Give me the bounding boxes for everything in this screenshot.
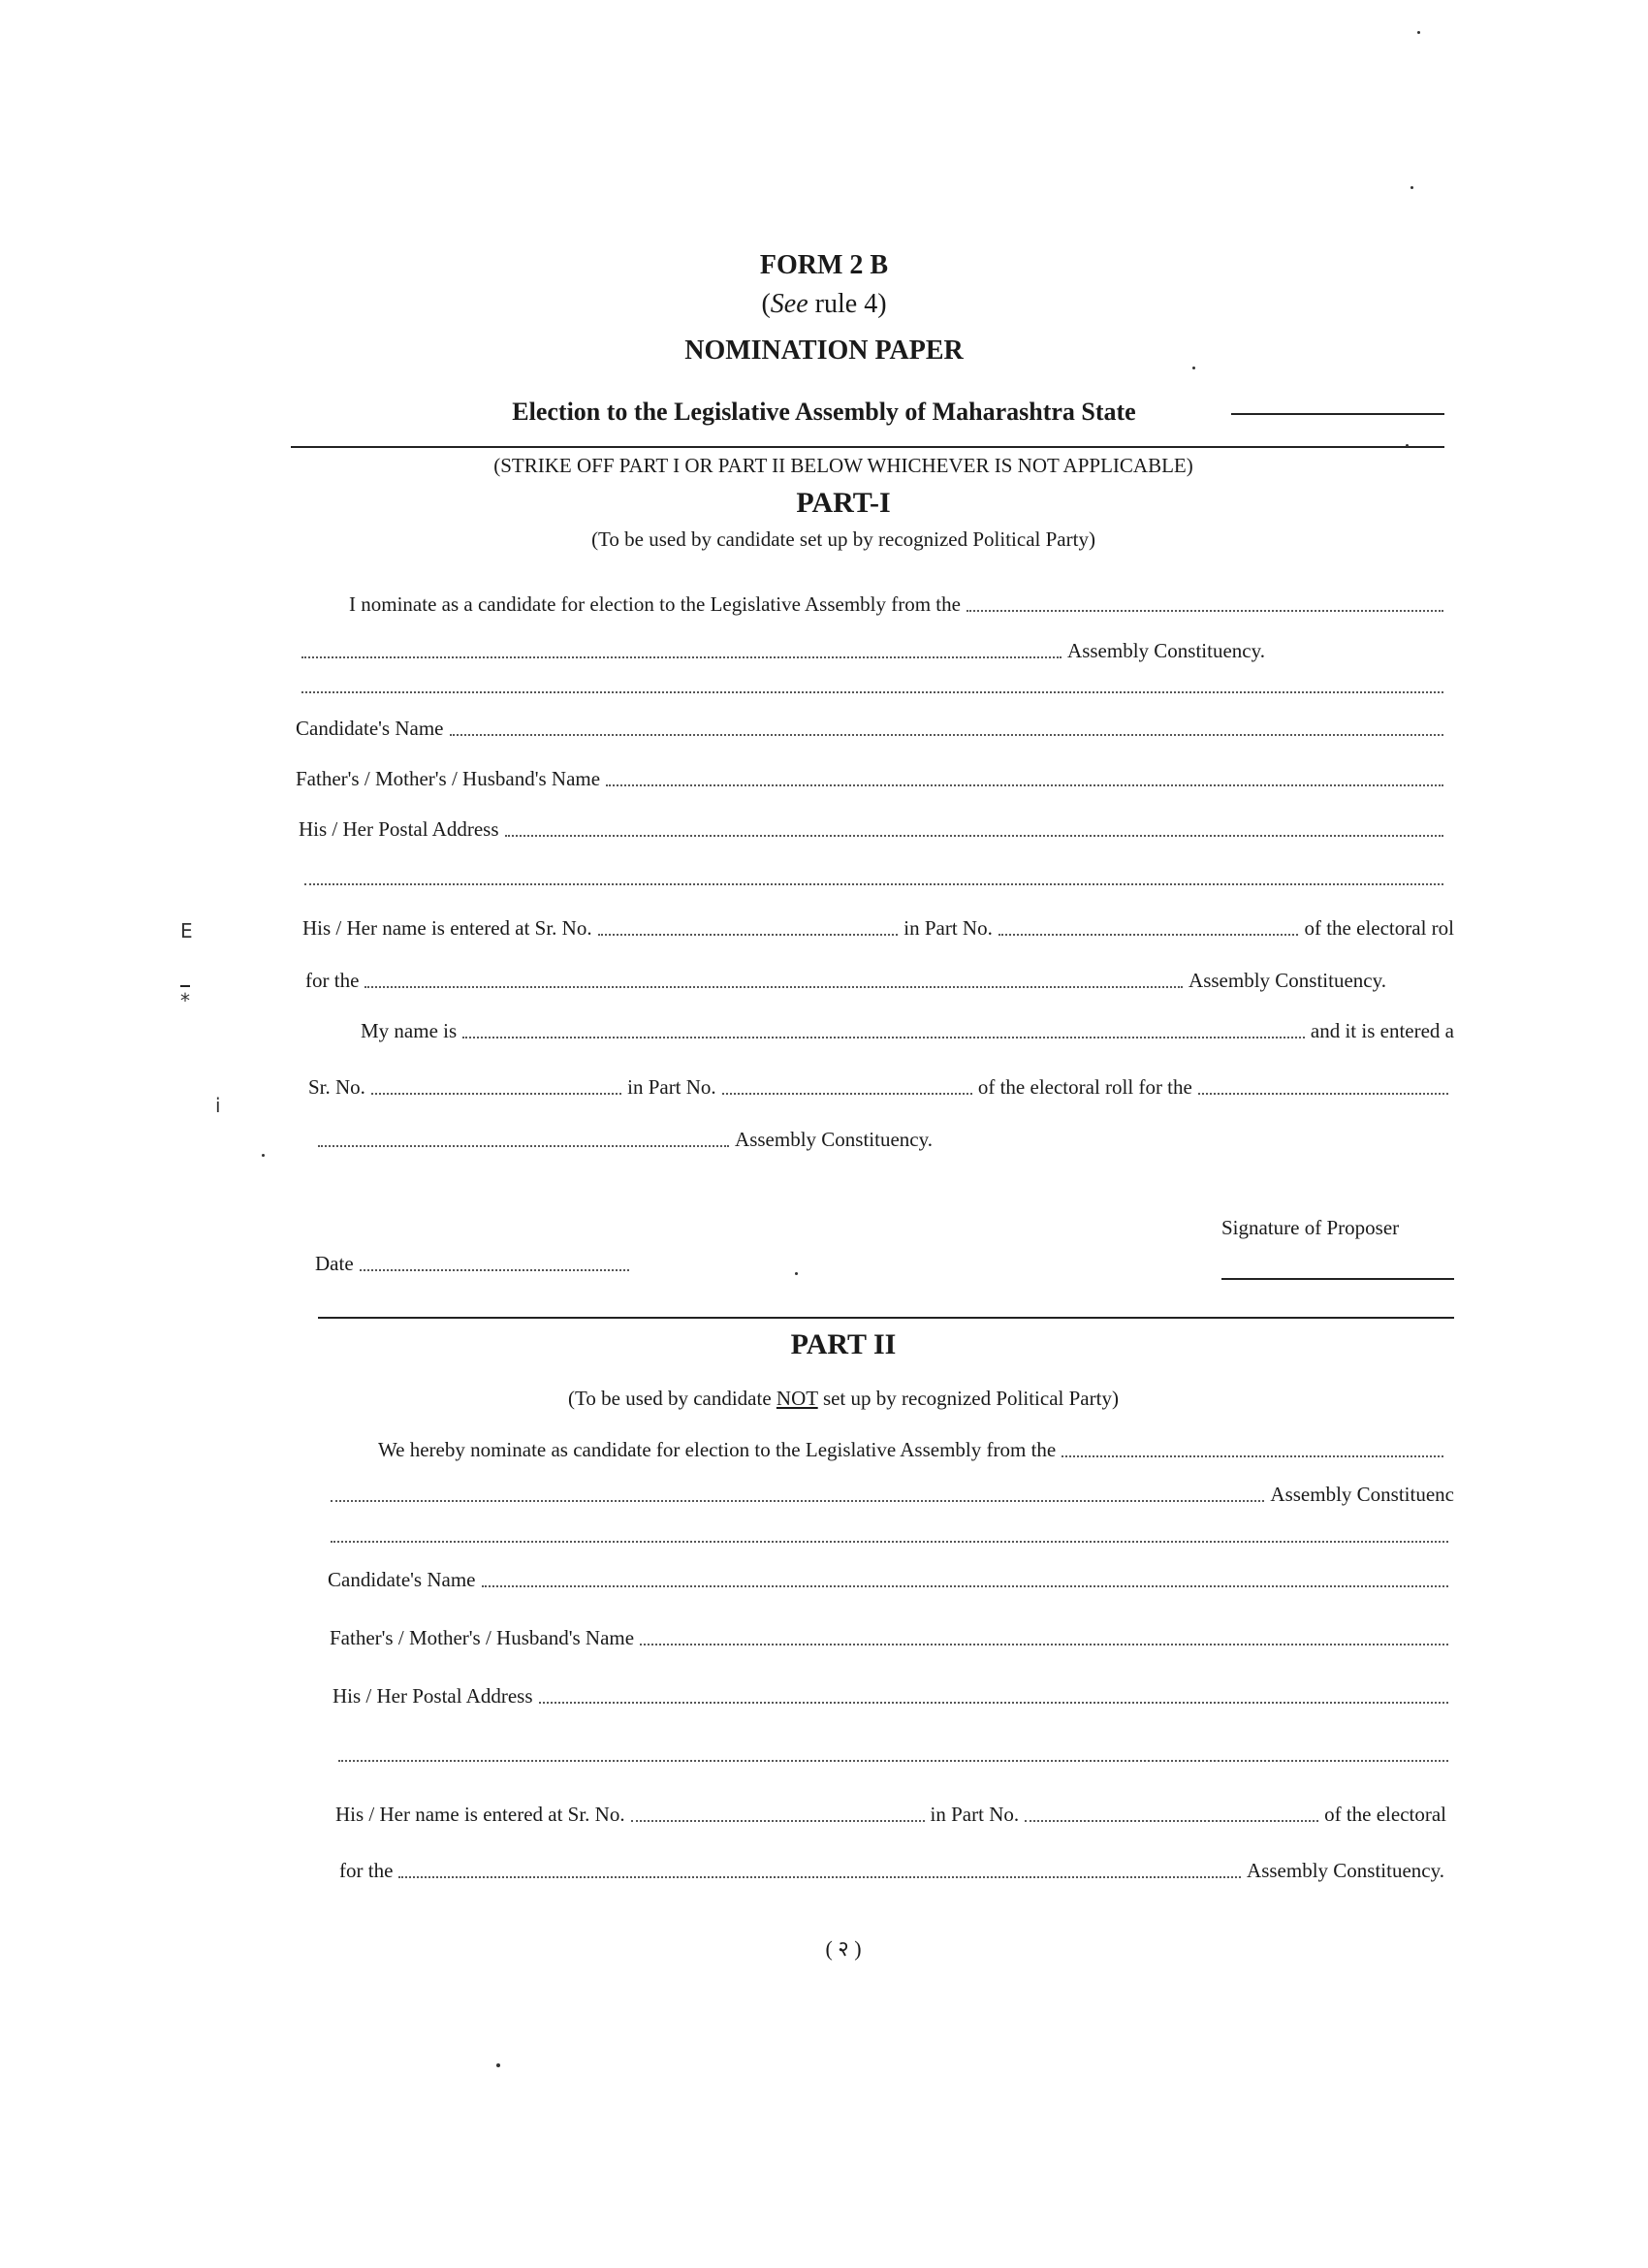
p1-sr-no-field-2[interactable] [371,1092,621,1095]
p2-for-the: for the [339,1859,394,1882]
p1-assembly-constituency-2: Assembly Constituency. [1188,969,1386,992]
part2-title: PART II [790,1328,897,1360]
p2-entered-at-row [335,1798,1446,1827]
p1-blank-row [296,669,1449,698]
p1-constituency-3-row [312,1123,933,1152]
p1-in-part-no: in Part No. [903,916,993,940]
p1-constituency-row [296,634,1265,663]
p2-constituency-field[interactable] [1062,1454,1443,1457]
p1-part-no-field-2[interactable] [722,1092,972,1095]
margin-mark-1: E [180,919,193,942]
p1-relative-name-label: Father's / Mother's / Husband's Name [296,767,601,790]
p1-nominate-text: I nominate as a candidate for election to the Legislative Assembly from the [349,592,961,616]
part2-usage-note: (To be used by candidate NOT set up by recognized Political Party) [568,1387,1119,1410]
scan-speck [262,1154,265,1157]
p2-for-the-field[interactable] [398,1875,1241,1878]
p1-relative-name-row [296,762,1449,791]
p2-in-part-no: in Part No. [930,1803,1020,1826]
p2-relative-name-row [330,1621,1454,1650]
page-number: ( २ ) [825,1936,862,1961]
p1-postal-address-row [299,813,1449,842]
p1-for-the: for the [305,969,360,992]
header-rule [291,446,1444,448]
p1-entered-at-label: His / Her name is entered at Sr. No. [302,916,592,940]
p1-postal-address-label: His / Her Postal Address [299,817,499,841]
p1-candidate-name-field[interactable] [450,733,1444,736]
scan-speck [795,1272,798,1275]
p2-for-the-row [339,1854,1444,1883]
p1-nominate-row [349,588,1449,617]
header-rule-right [1231,413,1444,415]
scan-speck [1417,31,1420,34]
p1-of-electoral-roll: of the electoral rol [1304,916,1454,940]
paper-title: NOMINATION PAPER [684,335,964,366]
p2-postal-address-row-2 [333,1738,1454,1767]
p1-roll-for-field[interactable] [1198,1092,1448,1095]
signature-of-proposer: Signature of Proposer [1221,1216,1400,1239]
p1-date-field[interactable] [360,1268,629,1271]
p2-candidate-name-field[interactable] [482,1584,1449,1587]
p2-candidate-name-row [328,1563,1454,1592]
p2-nominate-text: We hereby nominate as candidate for election to the Legislative Assembly from the [378,1438,1057,1461]
form-title: FORM 2 B [759,250,889,280]
margin-dash [180,985,190,987]
p2-assembly-constituency: Assembly Constituenc [1270,1483,1454,1506]
part2-not-underlined: NOT [776,1387,818,1410]
p1-my-name-field[interactable] [462,1036,1305,1038]
p1-candidate-name-label: Candidate's Name [296,717,444,740]
p1-part-no-field[interactable] [998,933,1299,936]
p1-my-name-is: My name is [361,1019,458,1042]
p1-postal-address-row-2 [299,861,1449,890]
p1-candidate-name-row [296,712,1449,741]
p1-postal-address-field-2[interactable] [304,882,1443,885]
p2-constituency-row [325,1478,1454,1507]
margin-mark-3: i [215,1094,221,1117]
p2-postal-address-row [333,1679,1454,1709]
p1-assembly-constituency-3: Assembly Constituency. [735,1128,933,1151]
p1-postal-address-field[interactable] [505,834,1444,837]
scan-speck [1192,367,1195,369]
scan-speck [1406,444,1409,447]
p2-postal-address-label: His / Her Postal Address [333,1684,533,1708]
p2-constituency-field-2[interactable] [331,1499,1264,1502]
p2-part-no-field[interactable] [1025,1819,1318,1822]
p1-electoral-roll-for-the: of the electoral roll for the [977,1075,1192,1099]
p2-blank-field[interactable] [331,1540,1448,1543]
part-divider-rule [318,1317,1454,1319]
p2-candidate-name-label: Candidate's Name [328,1568,476,1591]
p2-postal-address-field-2[interactable] [338,1759,1448,1762]
p1-for-the-field[interactable] [364,985,1183,988]
p1-in-part-no-2: in Part No. [627,1075,716,1099]
p2-relative-name-label: Father's / Mother's / Husband's Name [330,1626,635,1649]
p1-constituency-field-2[interactable] [301,655,1062,658]
p1-sr-no: Sr. No. [308,1075,365,1099]
p2-sr-no-field[interactable] [631,1819,925,1822]
p1-and-entered: and it is entered a [1310,1019,1454,1042]
p1-constituency-field-3[interactable] [318,1144,729,1147]
p1-sr-no-field[interactable] [598,933,899,936]
p1-sr-no-row [308,1070,1454,1100]
see-rule-reference: (See rule 4) [761,289,887,319]
margin-mark-2: * [180,989,190,1012]
election-title: Election to the Legislative Assembly of Maharashtra State [512,398,1136,426]
scan-speck [1410,186,1413,189]
p2-assembly-constituency-2: Assembly Constituency. [1247,1859,1444,1882]
p1-for-the-row [305,964,1386,993]
p1-entered-at-row [302,911,1454,941]
p1-my-name-row [361,1014,1454,1043]
p2-relative-name-field[interactable] [640,1643,1448,1645]
part1-usage-note: (To be used by candidate set up by recognized Political Party) [591,527,1095,551]
p1-date-row [315,1247,635,1276]
p2-nominate-row [378,1433,1449,1462]
p1-assembly-constituency: Assembly Constituency. [1067,639,1265,662]
see-rule-italic: See [770,289,808,319]
p1-blank-field[interactable] [301,690,1443,693]
p2-blank-row [325,1518,1454,1548]
p2-entered-at-label: His / Her name is entered at Sr. No. [335,1803,625,1826]
p2-postal-address-field[interactable] [539,1701,1449,1704]
part1-signature-rule [1221,1278,1454,1280]
p2-of-electoral: of the electoral [1324,1803,1447,1826]
part1-title: PART-I [796,487,891,519]
p1-constituency-field[interactable] [967,609,1443,612]
p1-relative-name-field[interactable] [606,783,1443,786]
scan-speck [496,2063,500,2067]
p1-date-label: Date [315,1252,354,1275]
strike-instruction: (STRIKE OFF PART I OR PART II BELOW WHICHEVER IS NOT APPLICABLE) [493,454,1193,477]
